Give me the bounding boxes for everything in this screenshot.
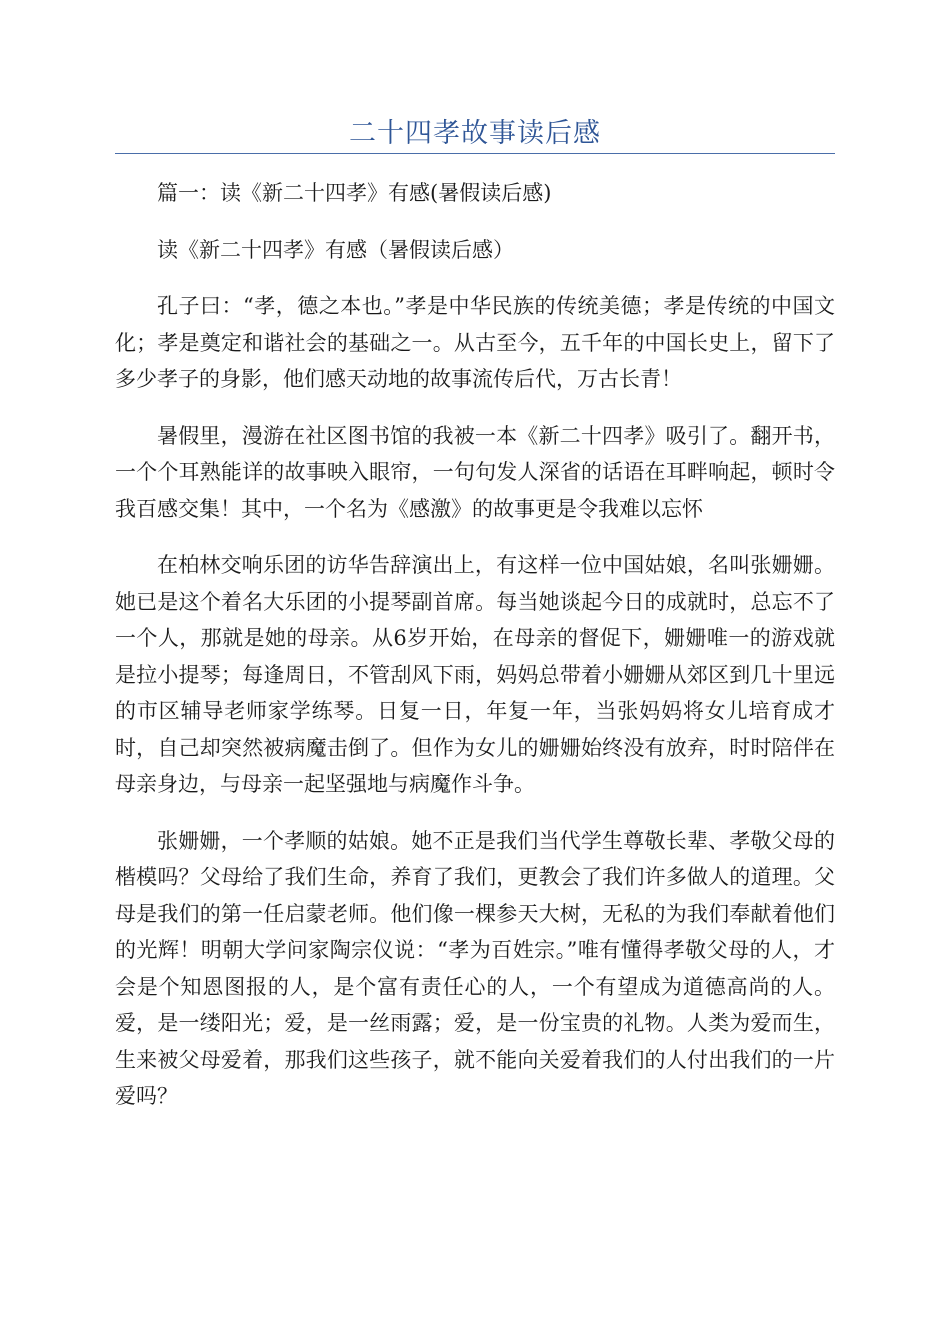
paragraph-1: 孔子曰：“孝，德之本也。”孝是中华民族的传统美德；孝是传统的中国文化；孝是奠定和谐社会的基础之一。从古至今，五千年的中国长史上，留下了多少孝子的身影，他们感天动地的故事流传后代，万古长青！	[115, 294, 835, 391]
title-underline	[115, 153, 835, 154]
paragraph-3: 在柏林交响乐团的访华告辞演出上，有这样一位中国姑娘，名叫张姗姗。她已是这个着名大乐团的小提琴副首席。每当她谈起今日的成就时，总忘不了一个人，那就是她的母亲。从6岁开始，在母亲的督促下，姗姗唯一的游戏就是拉小提琴；每逢周日，不管刮风下雨，妈妈总带着小姗姗从郊区到几十里远的市区辅导老师家学练琴。日复一日，年复一年，当张妈妈将女儿培育成才时，自己却突然被病魔击倒了。但作为女儿的姗姗始终没有放弃，时时陪伴在母亲身边，与母亲一起坚强地与病魔作斗争。	[115, 553, 835, 796]
document-title: 二十四孝故事读后感	[349, 118, 601, 149]
paragraph-4: 张姗姗，一个孝顺的姑娘。她不正是我们当代学生尊敬长辈、孝敬父母的楷模吗？父母给了我们生命，养育了我们，更教会了我们许多做人的道理。父母是我们的第一任启蒙老师。他们像一棵参天大树，无私的为我们奉献着他们的光辉！明朝大学问家陶宗仪说：“孝为百姓宗。”唯有懂得孝敬父母的人，才会是个知恩图报的人，是个富有责任心的人，一个有望成为道德高尚的人。爱，是一缕阳光；爱，是一丝雨露；爱，是一份宝贵的礼物。人类为爱而生，生来被父母爱着，那我们这些孩子，就不能向关爱着我们的人付出我们的一片爱吗？	[115, 828, 835, 1108]
section-heading: 篇一：读《新二十四孝》有感(暑假读后感)	[157, 181, 552, 205]
section-subheading: 读《新二十四孝》有感（暑假读后感）	[157, 237, 514, 262]
paragraph-2: 暑假里，漫游在社区图书馆的我被一本《新二十四孝》吸引了。翻开书，一个个耳熟能详的故事映入眼帘，一句句发人深省的话语在耳畔响起，顿时令我百感交集！其中，一个名为《感激》的故事更是令我难以忘怀	[115, 423, 835, 521]
document-body	[115, 175, 835, 1135]
